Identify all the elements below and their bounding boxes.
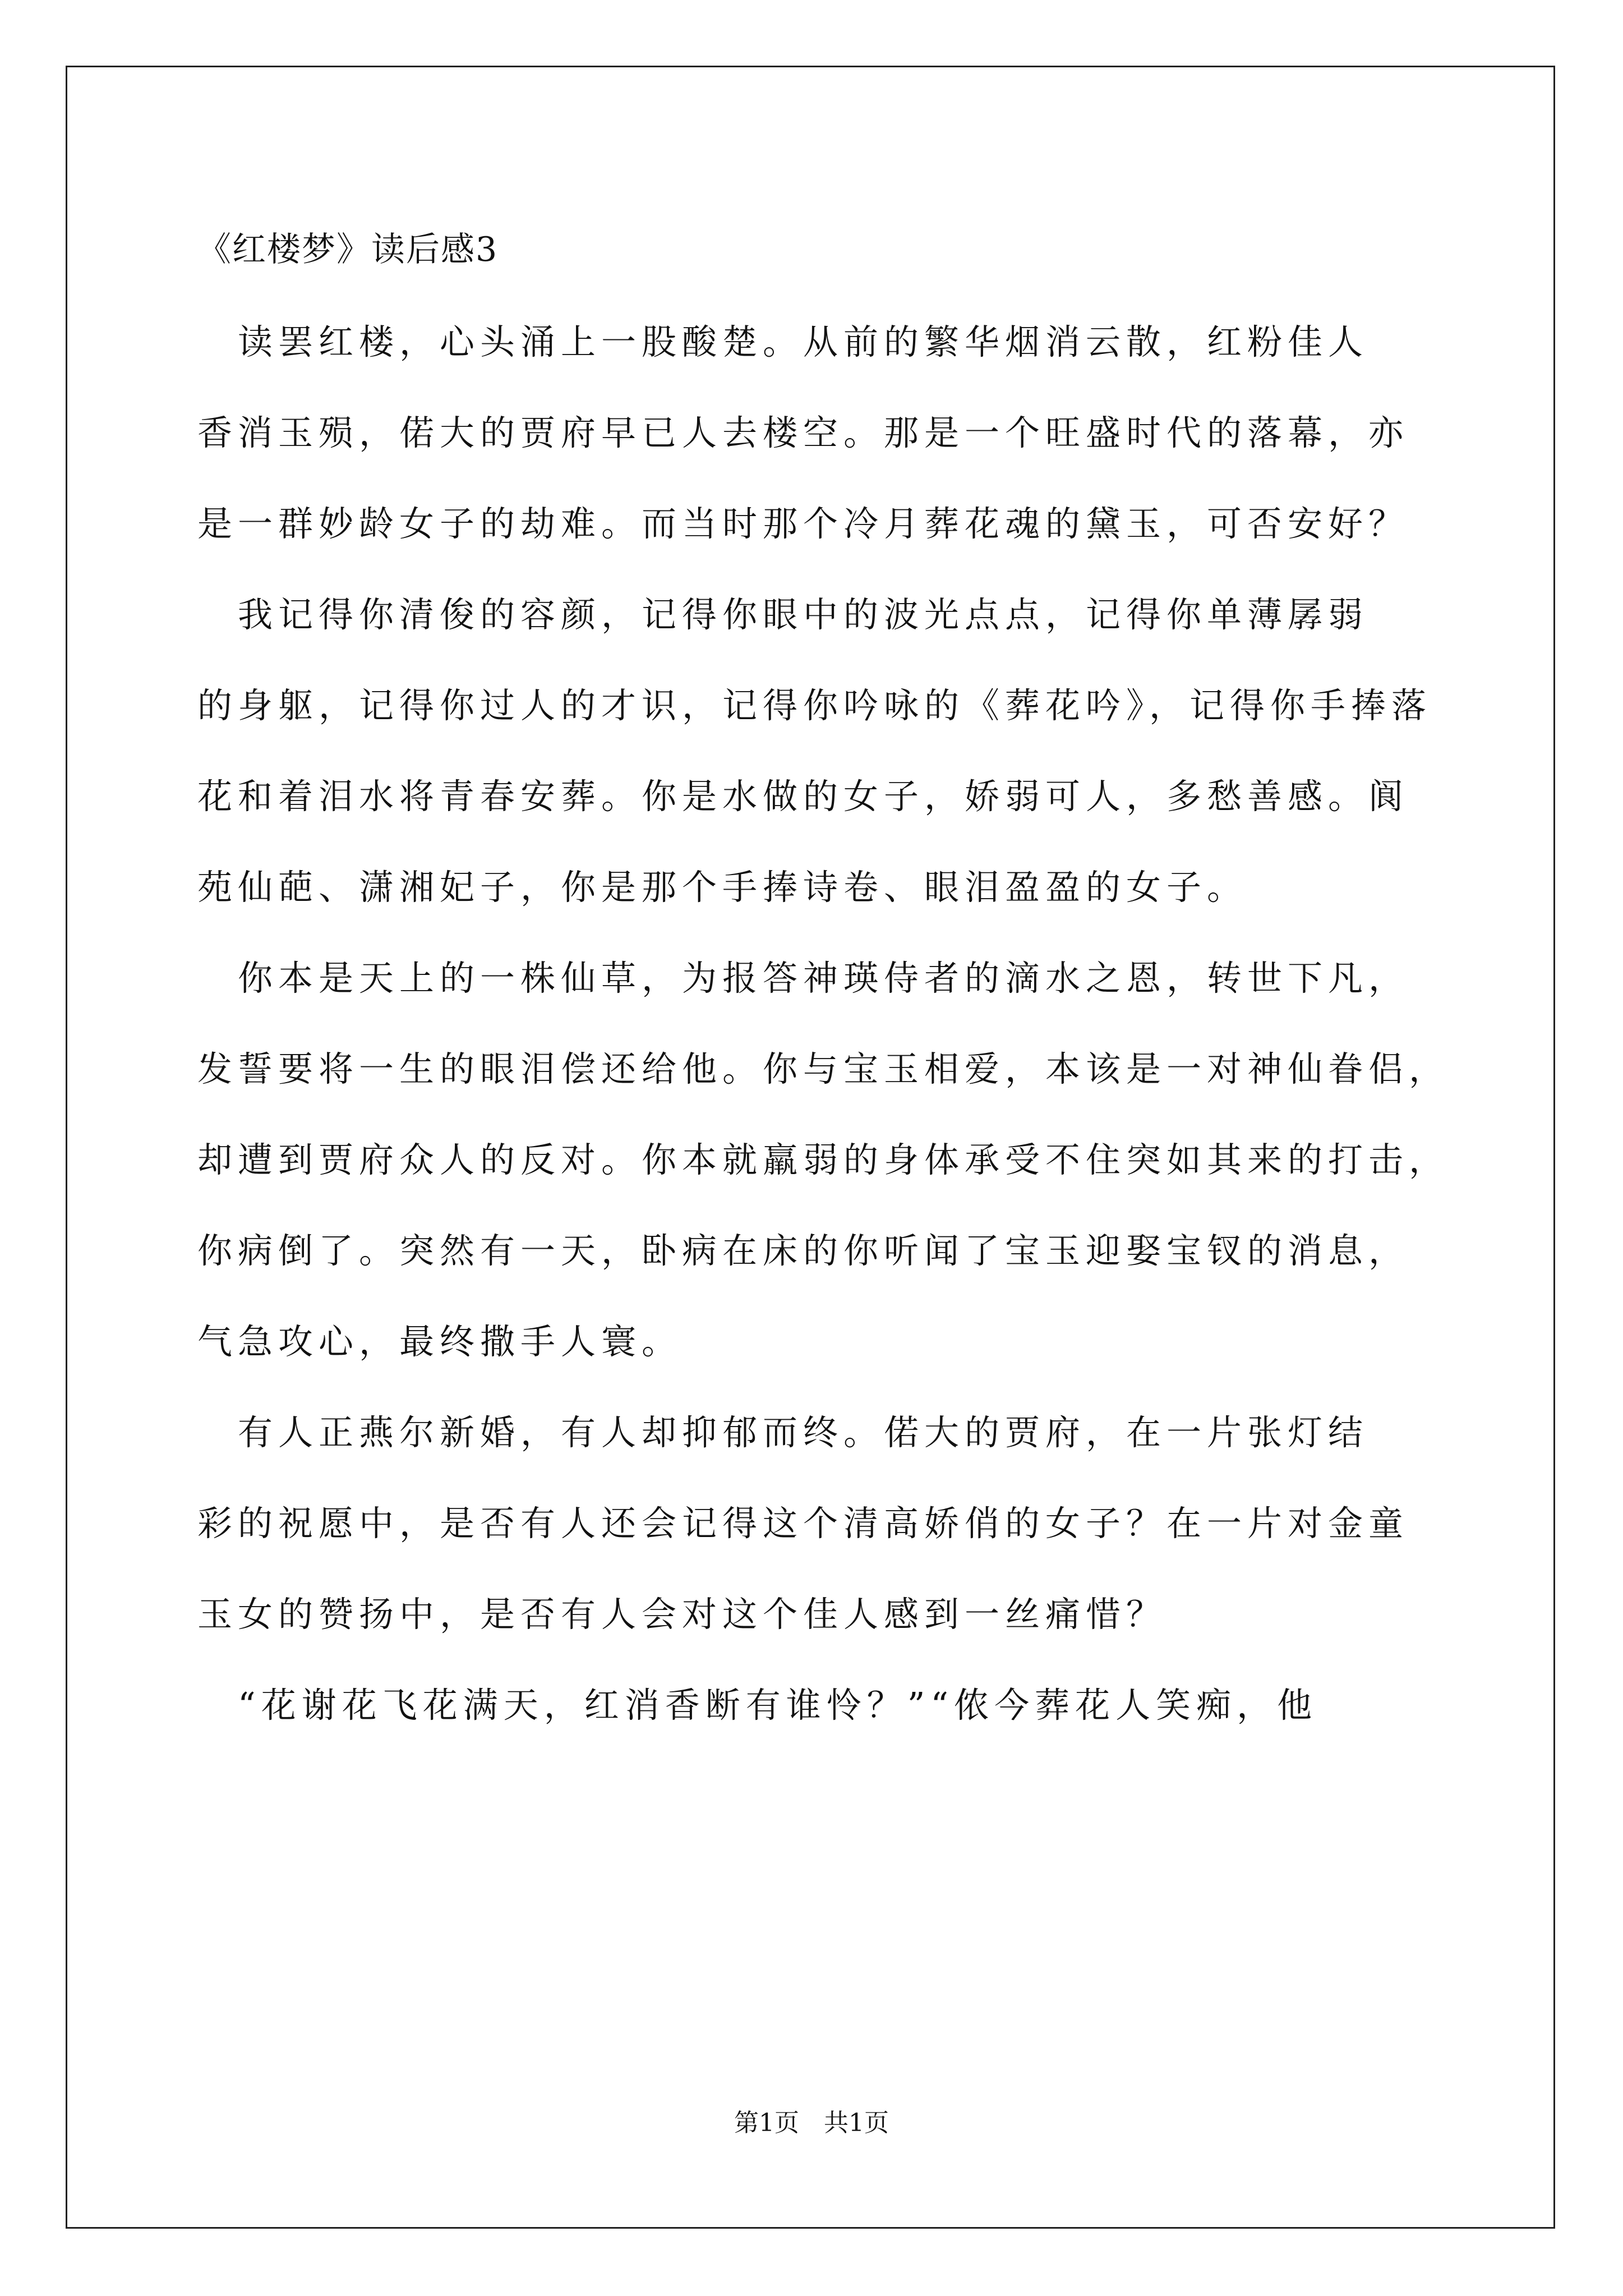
text-line: 苑仙葩、潇湘妃子，你是那个手捧诗卷、眼泪盈盈的女子。 [197, 867, 1248, 908]
text-line: 是一群妙龄女子的劫难。而当时那个冷月葬花魂的黛玉，可否安好？ [197, 503, 1409, 544]
text-line: 的身躯，记得你过人的才识，记得你吟咏的《葬花吟》，记得你手捧落 [197, 685, 1432, 726]
text-line: 气急攻心，最终撒手人寰。 [197, 1321, 683, 1362]
text-line: 有人正燕尔新婚，有人却抑郁而终。偌大的贾府，在一片张灯结 [197, 1412, 1369, 1453]
text-line: 香消玉殒，偌大的贾府早已人去楼空。那是一个旺盛时代的落幕，亦 [197, 412, 1409, 453]
text-line: 你病倒了。突然有一天，卧病在床的你听闻了宝玉迎娶宝钗的消息， [197, 1230, 1409, 1271]
text-line: “花谢花飞花满天，红消香断有谁怜？”“侬今葬花人笑痴，他 [197, 1685, 1318, 1726]
text-line: 读罢红楼，心头涌上一股酸楚。从前的繁华烟消云散，红粉佳人 [197, 321, 1369, 362]
text-line: 花和着泪水将青春安葬。你是水做的女子，娇弱可人，多愁善感。阆 [197, 776, 1409, 817]
text-line: 发誓要将一生的眼泪偿还给他。你与宝玉相爱，本该是一对神仙眷侣， [197, 1048, 1450, 1089]
text-line: 我记得你清俊的容颜，记得你眼中的波光点点，记得你单薄孱弱 [197, 594, 1369, 635]
document-title: 《红楼梦》读后感3 [197, 230, 499, 269]
text-line: 却遭到贾府众人的反对。你本就羸弱的身体承受不住突如其来的打击， [197, 1139, 1450, 1180]
text-line: 你本是天上的一株仙草，为报答神瑛侍者的滴水之恩，转世下凡， [197, 958, 1409, 999]
page-number-footer: 第1页 共1页 [734, 2109, 889, 2137]
text-line: 玉女的赞扬中，是否有人会对这个佳人感到一丝痛惜？ [197, 1594, 1167, 1635]
text-line: 彩的祝愿中，是否有人还会记得这个清高娇俏的女子？在一片对金童 [197, 1503, 1409, 1544]
